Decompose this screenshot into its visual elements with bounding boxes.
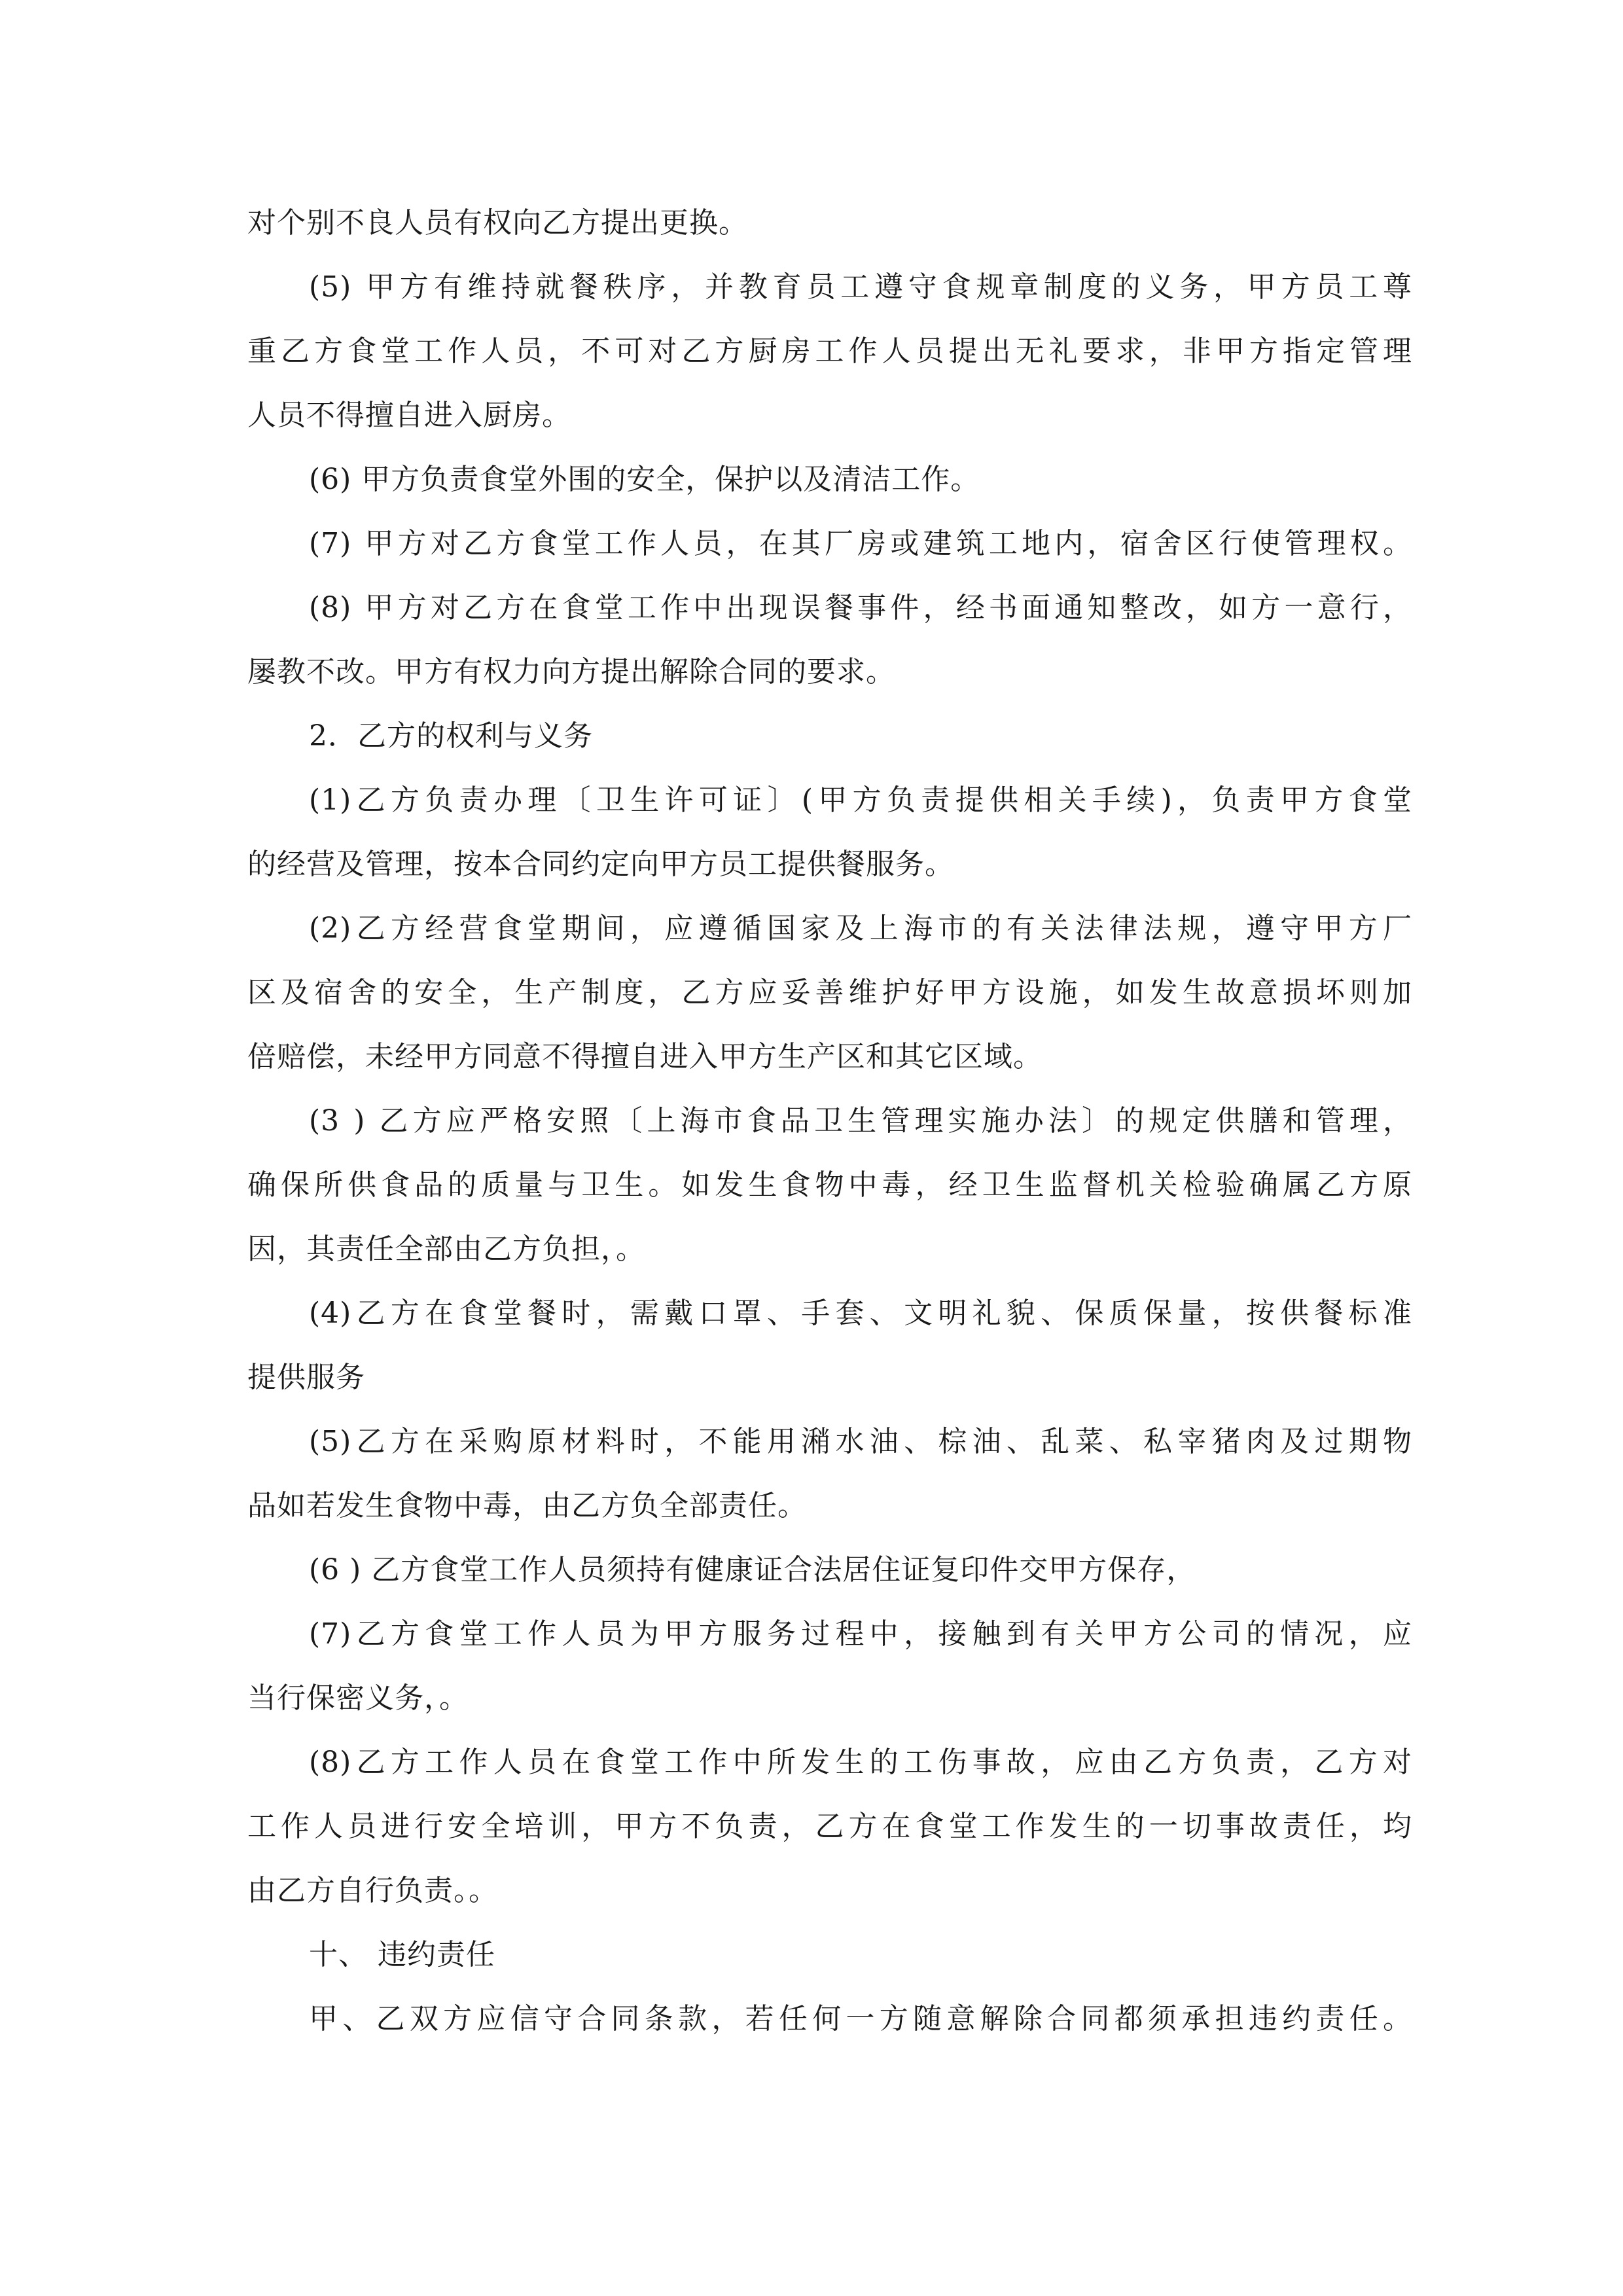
text-line: (4)乙方在食堂餐时，需戴口罩、手套、文明礼貌、保质保量，按供餐标准 (309, 1297, 1412, 1330)
text-line: (1)乙方负责办理〔卫生许可证〕(甲方负责提供相关手续)，负责甲方食堂 (309, 783, 1412, 817)
text-line: 区及宿舍的安全，生产制度，乙方应妥善维护好甲方设施，如发生故意损坏则加 (247, 976, 1412, 1009)
text-line: (3 ) 乙方应严格安照〔上海市食品卫生管理实施办法〕的规定供膳和管理， (309, 1104, 1412, 1138)
text-line: 甲、乙双方应信守合同条款，若任何一方随意解除合同都须承担违约责任。 (309, 2002, 1412, 2036)
text-line: (7) 甲方对乙方食堂工作人员，在其厂房或建筑工地内，宿舍区行使管理权。 (309, 527, 1412, 560)
text-line: (8) 甲方对乙方在食堂工作中出现误餐事件，经书面通知整改，如方一意行， (309, 591, 1412, 624)
text-line: (7)乙方食堂工作人员为甲方服务过程中，接触到有关甲方公司的情况，应 (309, 1617, 1412, 1651)
text-line: 品如若发生食物中毒，由乙方负全部责任。 (247, 1489, 807, 1522)
text-line: 提供服务 (247, 1361, 365, 1394)
text-line: 对个别不良人员有权向乙方提出更换。 (247, 206, 748, 240)
text-line: 人员不得擅自进入厨房。 (247, 399, 571, 432)
text-line: 当行保密义务，。 (247, 1681, 469, 1715)
text-line: 屡教不改。甲方有权力向方提出解除合同的要求。 (247, 655, 895, 689)
text-line: 工作人员进行安全培训，甲方不负责，乙方在食堂工作发生的一切事故责任，均 (247, 1810, 1412, 1843)
text-line: (5) 甲方有维持就餐秩序，并教育员工遵守食规章制度的义务，甲方员工尊 (309, 270, 1412, 304)
text-line: 倍赔偿，未经甲方同意不得擅自进入甲方生产区和其它区域。 (247, 1040, 1043, 1073)
section-heading: 2．乙方的权利与义务 (309, 719, 593, 753)
text-line: 因，其责任全部由乙方负担，。 (247, 1232, 645, 1266)
text-line: 的经营及管理，按本合同约定向甲方员工提供餐服务。 (247, 848, 954, 881)
text-line: (6) 甲方负责食堂外围的安全，保护以及清洁工作。 (309, 463, 980, 496)
text-line: (2)乙方经营食堂期间，应遵循国家及上海市的有关法律法规，遵守甲方厂 (309, 912, 1412, 945)
text-line: 由乙方自行负责。。 (247, 1874, 498, 1907)
section-heading: 十、 违约责任 (309, 1938, 495, 1971)
text-line: 重乙方食堂工作人员，不可对乙方厨房工作人员提出无礼要求，非甲方指定管理 (247, 334, 1412, 368)
text-line: (6 ) 乙方食堂工作人员须持有健康证合法居住证复印件交甲方保存， (309, 1553, 1196, 1587)
document-body (247, 191, 1412, 2051)
text-line: 确保所供食品的质量与卫生。如发生食物中毒，经卫生监督机关检验确属乙方原 (247, 1168, 1412, 1202)
text-line: (8)乙方工作人员在食堂工作中所发生的工伤事故，应由乙方负责，乙方对 (309, 1746, 1412, 1779)
text-line: (5)乙方在采购原材料时，不能用潲水油、棕油、乱菜、私宰猪肉及过期物 (309, 1425, 1412, 1458)
